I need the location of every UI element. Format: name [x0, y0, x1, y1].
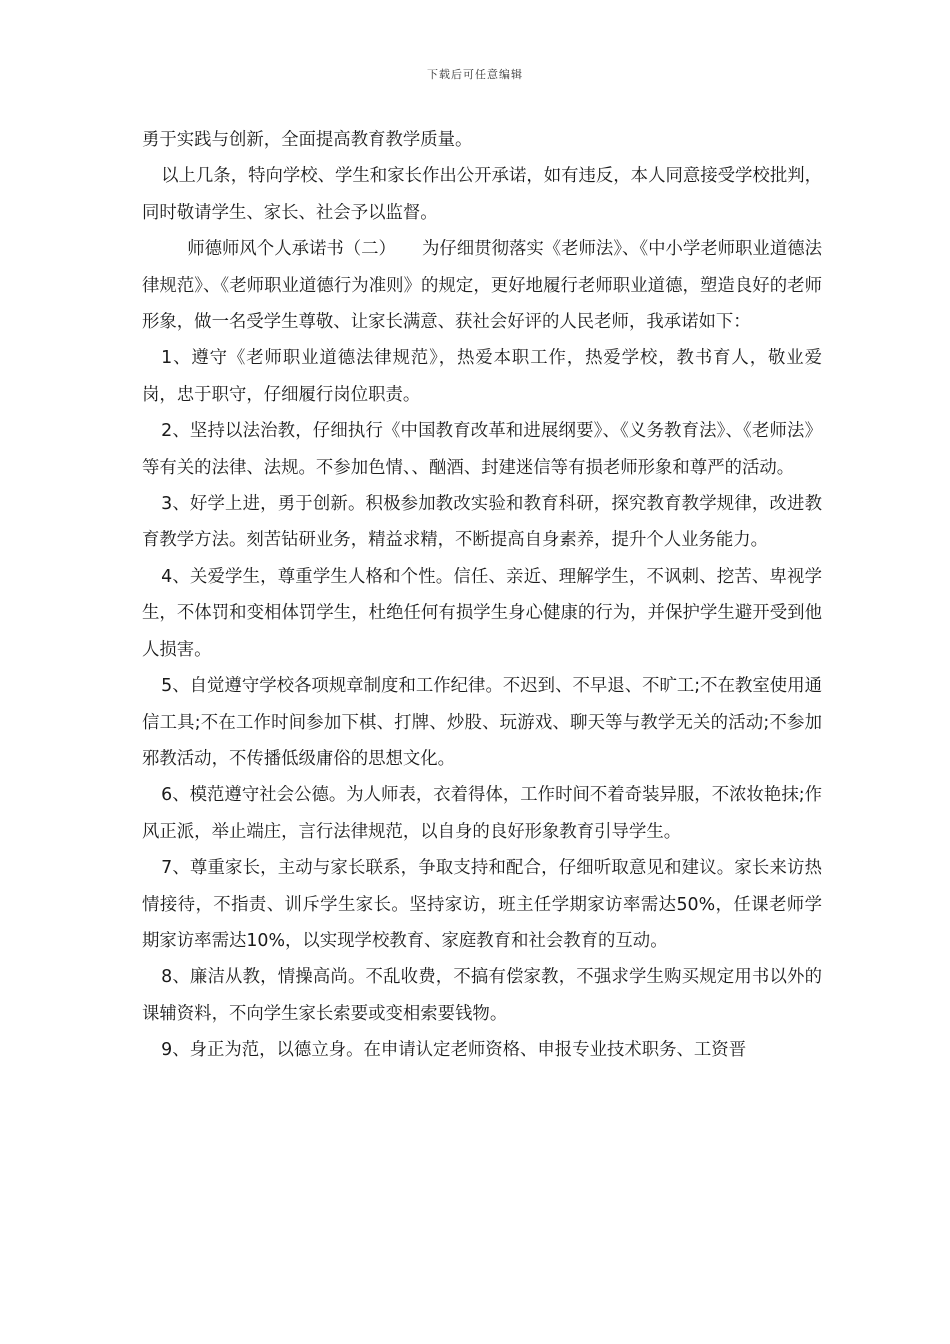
paragraph-3: 师德师风个人承诺书（二） 为仔细贯彻落实《老师法》、《中小学老师职业道德法律规范》、《老师职业道德行为准则》的规定，更好地履行老师职业道德，塑造良好的老师形象，做一名受学生尊敬、让家长满意、获社会好评的人民老师，我承诺如下：	[142, 239, 822, 333]
paragraph-10: 7、尊重家长，主动与家长联系，争取支持和配合，仔细听取意见和建议。家长来访热情接待，不指责、训斥学生家长。坚持家访，班主任学期家访率需达50%，任课老师学期家访率需达10%，以实现学校教育、家庭教育和社会教育的互动。	[142, 858, 822, 951]
paragraph-9: 6、模范遵守社会公德。为人师表，衣着得体，工作时间不着奇装异服，不浓妆艳抹;作风正派，举止端庄，言行法律规范，以自身的良好形象教育引导学生。	[142, 785, 822, 842]
paragraph-5: 2、坚持以法治教，仔细执行《中国教育改革和进展纲要》、《义务教育法》、《老师法》等有关的法律、法规。不参加色情、、酗酒、封建迷信等有损老师形象和尊严的活动。	[142, 421, 822, 478]
document-body	[142, 122, 822, 1069]
paragraph-6: 3、好学上进，勇于创新。积极参加教改实验和教育科研，探究教育教学规律，改进教育教学方法。刻苦钻研业务，精益求精，不断提高自身素养，提升个人业务能力。	[142, 494, 822, 551]
paragraph-4: 1、遵守《老师职业道德法律规范》，热爱本职工作，热爱学校，教书育人，敬业爱岗，忠于职守，仔细履行岗位职责。	[142, 348, 822, 405]
paragraph-2: 以上几条，特向学校、学生和家长作出公开承诺，如有违反，本人同意接受学校批判，同时敬请学生、家长、社会予以监督。	[142, 166, 822, 223]
paragraph-7: 4、关爱学生，尊重学生人格和个性。信任、亲近、理解学生，不讽刺、挖苦、卑视学生，不体罚和变相体罚学生，杜绝任何有损学生身心健康的行为，并保护学生避开受到他人损害。	[142, 566, 822, 660]
paragraph-8: 5、自觉遵守学校各项规章制度和工作纪律。不迟到、不早退、不旷工;不在教室使用通信工具;不在工作时间参加下棋、打牌、炒股、玩游戏、聊天等与教学无关的活动;不参加邪教活动，不传播低级庸俗的思想文化。	[142, 676, 822, 769]
page-header: 下载后可任意编辑	[427, 68, 523, 81]
paragraph-11: 8、廉洁从教，情操高尚。不乱收费，不搞有偿家教，不强求学生购买规定用书以外的课辅资料，不向学生家长索要或变相索要钱物。	[142, 967, 822, 1024]
paragraph-1: 勇于实践与创新，全面提高教育教学质量。	[142, 130, 473, 150]
paragraph-12: 9、身正为范，以德立身。在申请认定老师资格、申报专业技术职务、工资晋	[161, 1040, 747, 1061]
